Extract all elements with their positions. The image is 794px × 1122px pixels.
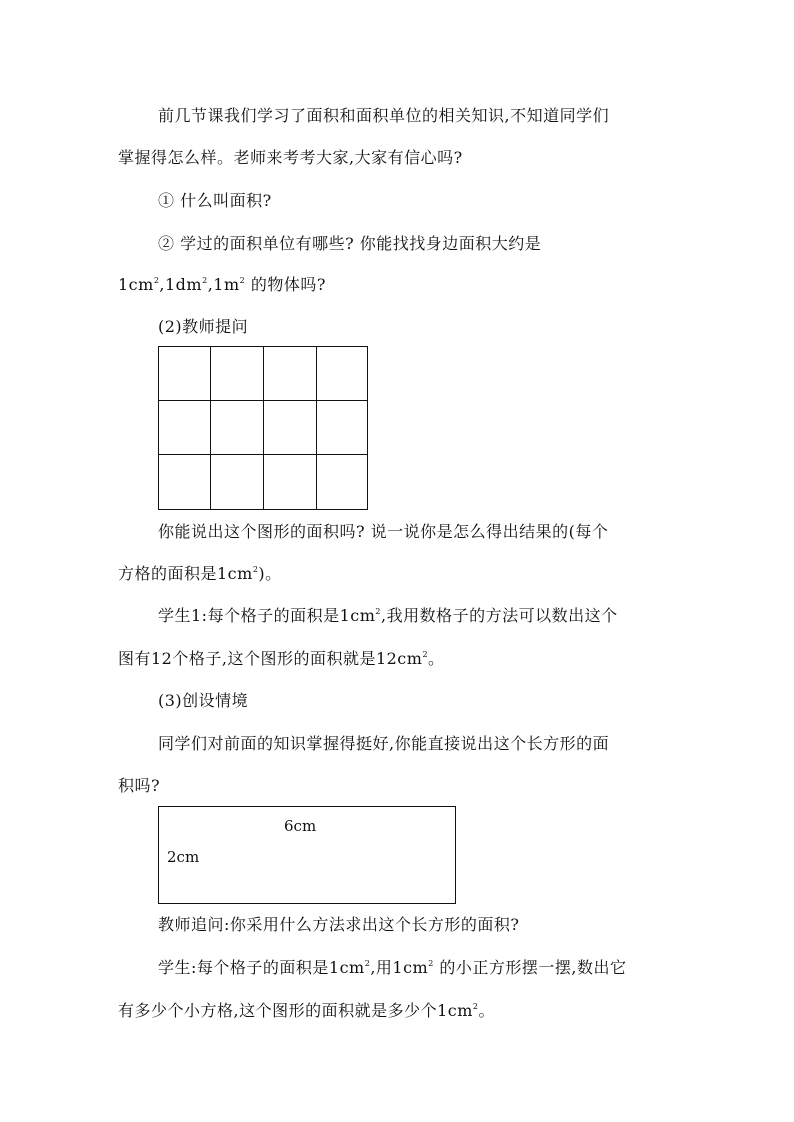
student1-line-1: 学生1:每个格子的面积是$1cm^2$,我用数格子的方法可以数出这个	[158, 606, 618, 625]
grid-horizontal-line	[159, 400, 367, 401]
rectangle-figure	[158, 806, 456, 904]
grid-question-line-2: 方格的面积是$1cm^2$)。	[118, 564, 282, 583]
teacher-follow-up: 教师追问:你采用什么方法求出这个长方形的面积?	[158, 915, 520, 934]
grid-horizontal-line	[159, 454, 367, 455]
rectangle-width-label: 6cm	[284, 817, 317, 835]
heading-teacher-question: (2)教师提问	[158, 317, 249, 336]
grid-figure-3x4	[158, 346, 368, 510]
student2-line-2: 有多少个小方格,这个图形的面积就是多少个$1cm^2$。	[118, 1001, 496, 1020]
question-1: ① 什么叫面积?	[158, 191, 272, 210]
intro-line-2: 掌握得怎么样。老师来考考大家,大家有信心吗?	[118, 148, 463, 167]
question-2-line-1: ② 学过的面积单位有哪些? 你能找找身边面积大约是	[158, 234, 542, 253]
heading-create-situation: (3)创设情境	[158, 691, 249, 710]
intro-line-1: 前几节课我们学习了面积和面积单位的相关知识,不知道同学们	[158, 106, 610, 125]
student1-line-2: 图有12个格子,这个图形的面积就是$12cm^2$。	[118, 649, 445, 668]
rectangle-height-label: 2cm	[167, 848, 200, 866]
question-2-line-2: $1cm^2,1dm^2,1m^2$ 的物体吗?	[118, 275, 326, 294]
grid-vertical-line	[263, 347, 264, 509]
grid-vertical-line	[316, 347, 317, 509]
rectangle-question-line-2: 积吗?	[118, 776, 161, 795]
student2-line-1: 学生:每个格子的面积是$1cm^2$,用$1cm^2$ 的小正方形摆一摆,数出它	[158, 958, 627, 977]
grid-question-line-1: 你能说出这个图形的面积吗? 说一说你是怎么得出结果的(每个	[158, 522, 609, 541]
grid-vertical-line	[210, 347, 211, 509]
rectangle-question-line-1: 同学们对前面的知识掌握得挺好,你能直接说出这个长方形的面	[158, 734, 610, 753]
